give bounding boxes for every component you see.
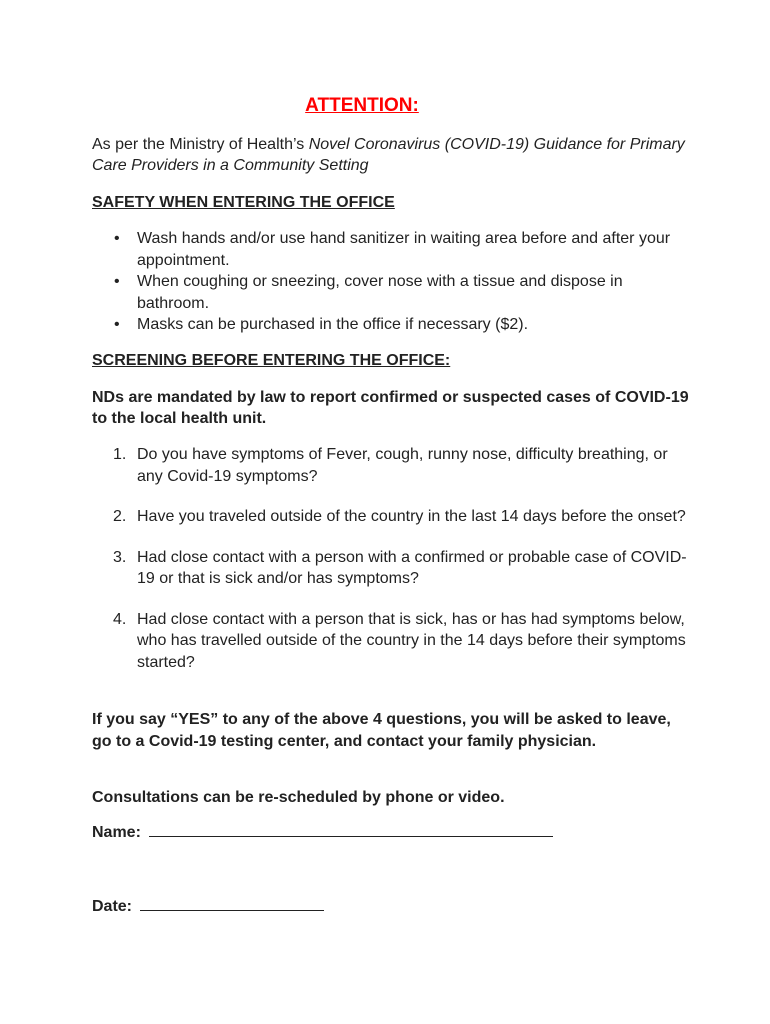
mandate-paragraph: NDs are mandated by law to report confirmed or suspected cases of COVID-19 to the local health unit. — [92, 389, 689, 427]
question-number: 2. — [113, 508, 127, 525]
yes-warning: If you say “YES” to any of the above 4 questions, you will be asked to leave, go to a Covid-19 testing center, and contact your family physician. — [92, 711, 671, 750]
intro-paragraph — [92, 134, 692, 176]
name-label: Name: — [92, 824, 141, 841]
date-blank-line[interactable] — [140, 896, 324, 911]
list-item: • Masks can be purchased in the office if necessary ($2). — [137, 314, 677, 336]
safety-list — [92, 228, 677, 336]
question-number: 1. — [113, 446, 127, 463]
question-text: Do you have symptoms of Fever, cough, runny nose, difficulty breathing, or any Covid-19 symptoms? — [137, 446, 668, 485]
screening-questions — [92, 444, 697, 692]
screening-heading: SCREENING BEFORE ENTERING THE OFFICE: — [92, 352, 451, 369]
list-item — [113, 547, 697, 590]
list-item — [113, 506, 697, 528]
intro-lead: As per the Ministry of Health’s — [92, 136, 309, 153]
guidance-title: Novel Coronavirus (COVID-19) Guidance for Primary Care Providers in a Community Setting — [92, 136, 685, 174]
safety-heading: SAFETY WHEN ENTERING THE OFFICE — [92, 194, 395, 211]
question-text: Have you traveled outside of the country in the last 14 days before the onset? — [137, 508, 686, 525]
name-field — [92, 822, 553, 843]
name-blank-line[interactable] — [149, 822, 553, 837]
question-number: 3. — [113, 548, 127, 566]
consultation-note: Consultations can be re-scheduled by phone or video. — [92, 789, 505, 806]
list-item: • Wash hands and/or use hand sanitizer in waiting area before and after your appointment. — [137, 228, 677, 271]
list-item: • When coughing or sneezing, cover nose with a tissue and dispose in bathroom. — [137, 271, 677, 314]
attention-title: ATTENTION: — [305, 95, 419, 116]
list-item — [113, 444, 697, 487]
list-item — [113, 609, 697, 674]
question-text: Had close contact with a person with a confirmed or probable case of COVID-19 or that is sick and/or has symptoms? — [137, 548, 687, 587]
date-field — [92, 896, 324, 917]
question-number: 4. — [113, 610, 127, 628]
date-label: Date: — [92, 898, 133, 915]
question-text: Had close contact with a person that is sick, has or has had symptoms below, who has travelled outside of the country in the 14 days before their symptoms started? — [137, 610, 686, 671]
